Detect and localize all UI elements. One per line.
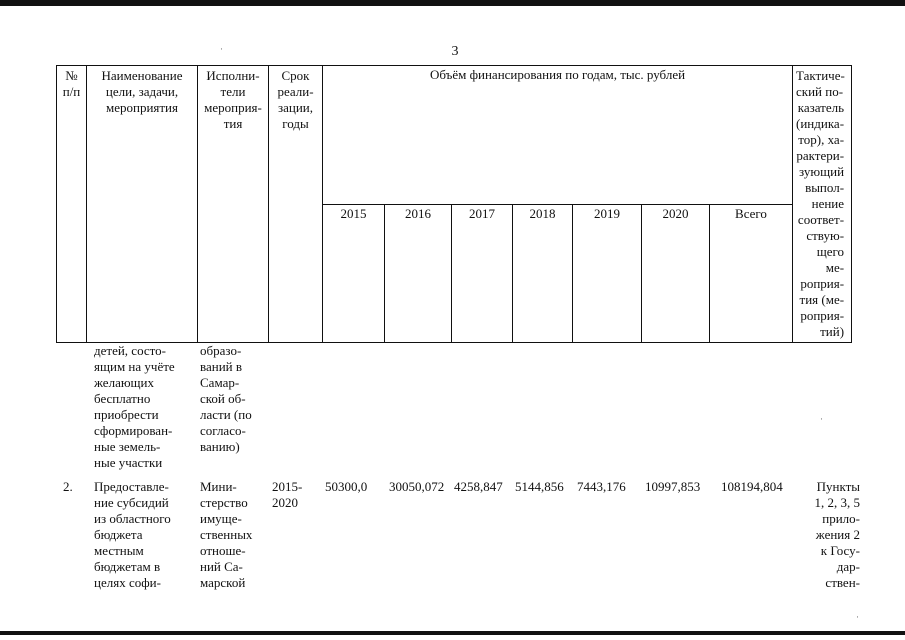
row2-executors: Мини- стерство имуще- ственных отноше- ний Са- марской bbox=[200, 479, 253, 590]
scan-speck: · bbox=[856, 612, 859, 622]
header-col-term: Срок реали- зации, годы bbox=[269, 66, 323, 343]
row2-value-2018: 5144,856 bbox=[515, 479, 564, 494]
header-year-2016: 2016 bbox=[385, 204, 452, 343]
row2-value-total: 108194,804 bbox=[721, 479, 783, 494]
header-col-name: Наименование цели, задачи, мероприятия bbox=[87, 66, 198, 343]
scan-top-border bbox=[0, 0, 905, 6]
header-year-2020: 2020 bbox=[642, 204, 710, 343]
header-col-indicator: Тактиче- ский по- казатель (индика- тор), ха- рактери- зующий выпол- нение соответ- ствую- щего ме- роприя- тия (ме- роприя- тий) bbox=[793, 66, 852, 343]
header-col-number: № п/п bbox=[57, 66, 87, 343]
page-number: 3 bbox=[451, 44, 459, 59]
row2-value-2020: 10997,853 bbox=[645, 479, 701, 494]
header-funding-title: Объём финансирования по годам, тыс. рублей bbox=[323, 66, 793, 205]
row2-indicator: Пункты 1, 2, 3, 5 прило- жения 2 к Госу- дар- ствен- bbox=[814, 479, 860, 590]
header-year-2018: 2018 bbox=[513, 204, 573, 343]
row2-name: Предоставле- ние субсидий из областного бюджета местным бюджетам в целях софи- bbox=[94, 479, 171, 590]
header-year-2019: 2019 bbox=[573, 204, 642, 343]
scan-bottom-border bbox=[0, 631, 905, 635]
row2-value-2017: 4258,847 bbox=[454, 479, 503, 494]
row2-value-2016: 30050,072 bbox=[389, 479, 445, 494]
header-year-2017: 2017 bbox=[452, 204, 513, 343]
row2-term: 2015- 2020 bbox=[272, 479, 303, 510]
continued-row-executors: образо- ваний в Самар- ской об- ласти (по согласо- ванию) bbox=[200, 343, 252, 454]
funding-table-header bbox=[56, 65, 852, 343]
header-col-executors: Исполни- тели мероприя- тия bbox=[198, 66, 269, 343]
scan-speck: · bbox=[820, 414, 823, 424]
scan-speck: · bbox=[220, 44, 223, 54]
row2-value-2015: 50300,0 bbox=[325, 479, 368, 494]
header-year-2015: 2015 bbox=[323, 204, 385, 343]
row2-number: 2. bbox=[63, 479, 73, 494]
continued-row-name: детей, состо- ящим на учёте желающих бесплатно приобрести сформирован- ные земель- ные участки bbox=[94, 343, 175, 470]
header-year-total: Всего bbox=[710, 204, 793, 343]
row2-value-2019: 7443,176 bbox=[577, 479, 626, 494]
